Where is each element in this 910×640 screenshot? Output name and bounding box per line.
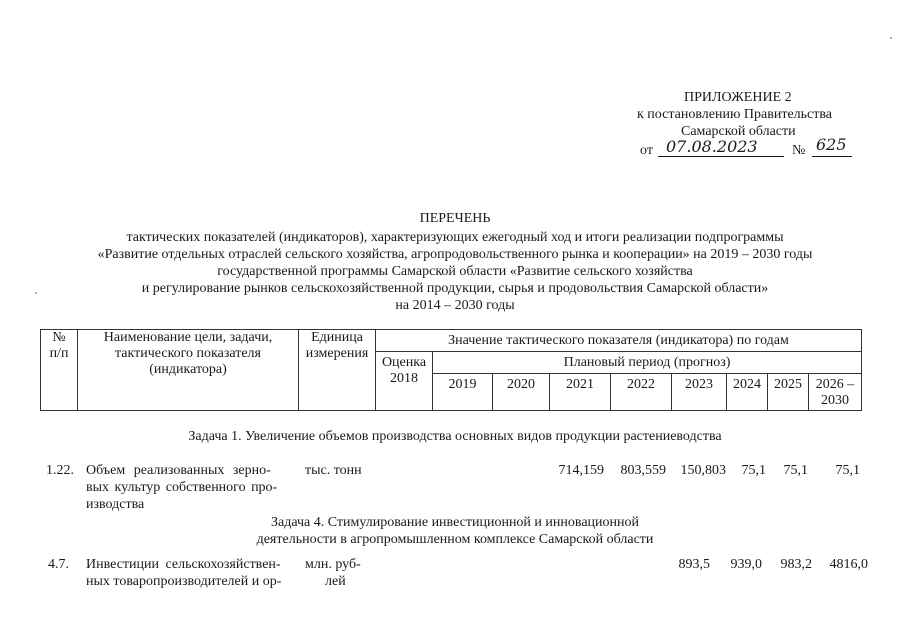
number-underline [812,156,852,157]
appendix-number-prefix: № [792,143,806,158]
appendix-title: ПРИЛОЖЕНИЕ 2 [684,90,792,105]
col-unit-header: Единица измерения [299,330,376,411]
col-name-header: Наименование цели, задачи, тактического показателя (индикатора) [78,330,299,411]
col-year-2021: 2021 [550,374,611,411]
task-4-heading-line2: деятельности в агропромышленном комплексе Самарской области [256,532,654,547]
date-underline [658,156,784,157]
row-1-22-value-2021: 714,159 [558,463,604,478]
task-1-heading: Задача 1. Увеличение объемов производства основных видов продукции растениеводства [188,429,722,444]
row-1-22-name-line2: вых культур собственного про- [86,480,278,495]
scan-mark [890,37,892,39]
indicator-table-header [40,329,862,411]
row-4-7-number: 4.7. [48,557,69,572]
appendix-date-handwritten: 07.08.2023 [666,137,758,156]
row-1-22-value-2024: 75,1 [741,463,766,478]
value-group-header: Значение тактического показателя (индикатора) по годам [376,330,862,352]
heading-line-1: тактических показателей (индикаторов), характеризующих ежегодный ход и итоги реализации подпрограммы [126,230,784,245]
col-year-2023: 2023 [672,374,727,411]
plan-period-header: Плановый период (прогноз) [433,352,862,374]
appendix-number-handwritten: 625 [816,135,847,154]
row-1-22-unit: тыс. тонн [305,463,362,478]
row-1-22-value-2026-2030: 75,1 [835,463,860,478]
col-year-2020: 2020 [493,374,550,411]
col-estimate-header: Оценка 2018 [376,352,433,411]
row-4-7-name-line2: ных товаропроизводителей и ор- [86,574,282,589]
row-4-7-name-line1: Инвестиции сельскохозяйствен- [86,557,281,572]
col-number-header: № п/п [41,330,78,411]
appendix-region: Самарской области [681,124,796,139]
heading-line-5: на 2014 – 2030 годы [395,298,515,313]
col-year-2025: 2025 [768,374,809,411]
row-1-22-name-line3: изводства [86,497,145,512]
row-4-7-value-2025: 983,2 [780,557,812,572]
col-year-2019: 2019 [433,374,493,411]
row-4-7-value-2023: 893,5 [678,557,710,572]
heading-line-2: «Развитие отдельных отраслей сельского хозяйства, агропродовольственного рынка и кооперации» на 2019 – 2030 годы [97,247,813,262]
appendix-resolution: к постановлению Правительства [637,107,833,122]
row-1-22-number: 1.22. [46,463,74,478]
row-1-22-value-2025: 75,1 [783,463,808,478]
row-4-7-unit-line1: млн. руб- [305,557,361,572]
col-year-2024: 2024 [727,374,768,411]
heading-line-3: государственной программы Самарской области «Развитие сельского хозяйства [217,264,693,279]
row-4-7-value-2026-2030: 4816,0 [829,557,868,572]
row-1-22-value-2023: 150,803 [680,463,726,478]
row-4-7-value-2024: 939,0 [730,557,762,572]
task-4-heading-line1: Задача 4. Стимулирование инвестиционной и инновационной [270,515,639,530]
appendix-date-prefix: от [640,143,653,158]
col-year-2026-2030: 2026 – 2030 [809,374,862,411]
row-1-22-value-2022: 803,559 [620,463,666,478]
document-title: ПЕРЕЧЕНЬ [419,211,491,226]
heading-line-4: и регулирование рынков сельскохозяйственной продукции, сырья и продовольствия Самарской области» [141,281,769,296]
row-4-7-unit-line2: лей [325,574,346,589]
row-1-22-name-line1: Объем реализованных зерно- [86,463,271,478]
col-year-2022: 2022 [611,374,672,411]
